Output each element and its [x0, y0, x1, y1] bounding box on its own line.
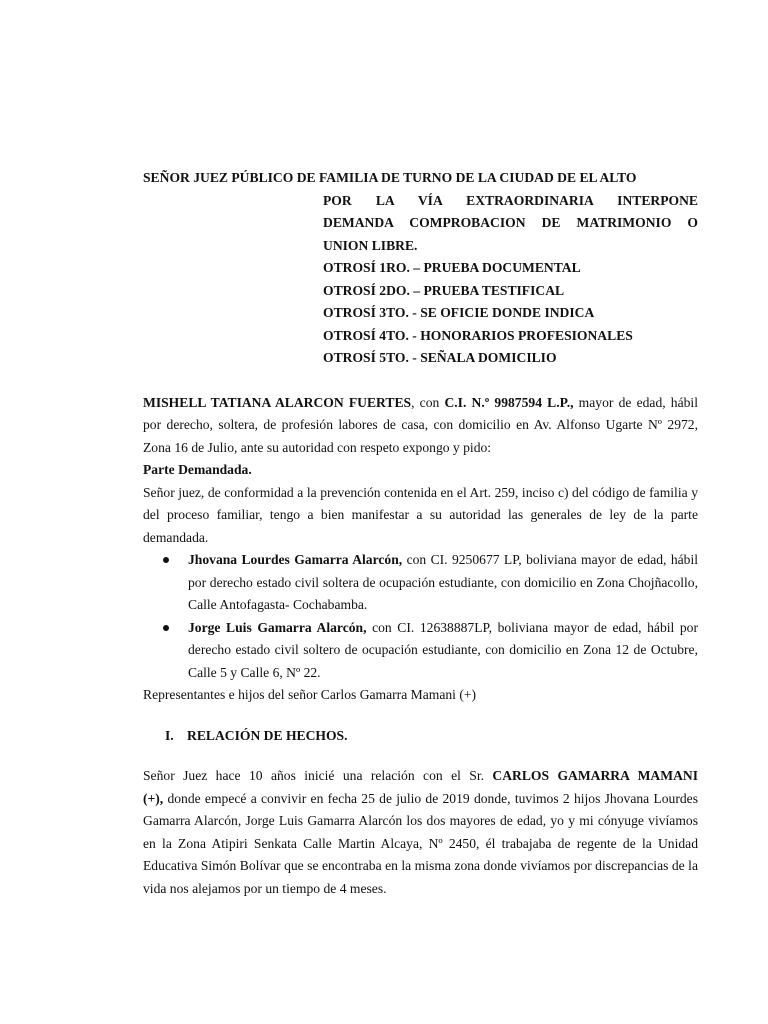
defendant-name: Jhovana Lourdes Gamarra Alarcón, [188, 552, 403, 567]
otrosi-1: OTROSÍ 1RO. – PRUEBA DOCUMENTAL [323, 260, 581, 275]
sumilla-line-2: DEMANDA COMPROBACION DE MATRIMONIO O [323, 215, 698, 230]
list-item [143, 549, 698, 617]
court-heading: SEÑOR JUEZ PÚBLICO DE FAMILIA DE TURNO DE LA CIUDAD DE EL ALTO [143, 170, 637, 185]
hechos-first-line [143, 765, 698, 788]
plaintiff-name: MISHELL TATIANA ALARCON FUERTES [143, 394, 412, 410]
intro-text-2: mayor de edad, hábil por derecho, soltera, de profesión labores de casa, con domicilio en Av. Alfonso Ugarte Nº 2972, Zona 16 de Julio, ante su autoridad con respeto expongo y pido: [143, 394, 698, 455]
defendant-details: con CI. 9250677 LP, boliviana mayor de edad, hábil por derecho estado civil soltera de ocupación estudiante, con domicilio en Zona Chojñacollo, Calle Antofagasta- Cochabamba. [188, 552, 699, 612]
otrosi-3: OTROSÍ 3TO. - SE OFICIE DONDE INDICA [323, 305, 595, 320]
bullet-icon [163, 557, 169, 563]
otrosi-5: OTROSÍ 5TO. - SEÑALA DOMICILIO [323, 350, 557, 365]
representantes-line: Representantes e hijos del señor Carlos Gamarra Mamani (+) [143, 687, 477, 702]
otrosi-2: OTROSÍ 2DO. – PRUEBA TESTIFICAL [323, 282, 565, 298]
spouse-name: CARLOS GAMARRA MAMANI [492, 768, 698, 783]
list-item [143, 617, 698, 685]
section-title: RELACIÓN DE HECHOS. [187, 727, 348, 743]
deceased-mark: (+), [143, 790, 164, 806]
hechos-text-start: Señor Juez hace 10 años inicié una relación con el Sr. [143, 768, 493, 783]
intro-text-1: , con [411, 394, 445, 410]
section-number: I. [165, 727, 174, 743]
intro-paragraph [143, 392, 698, 460]
hechos-paragraph [143, 788, 698, 901]
defendant-details: con CI. 12638887LP, boliviana mayor de edad, hábil por derecho estado civil soltero de ocupación estudiante, con domicilio en Zona 12 de Octubre, Calle 5 y Calle 6, Nº 22. [188, 619, 698, 680]
parte-demandada-text: Señor juez, de conformidad a la prevención contenida en el Art. 259, inciso c) del código de familia y del proceso familiar, tengo a bien manifestar a su autoridad las generales de ley de la parte demandada. [143, 484, 698, 545]
sumilla-line-3: UNION LIBRE. [323, 237, 418, 253]
document-content [143, 167, 698, 900]
bullet-icon [163, 625, 169, 631]
defendants-list [143, 549, 698, 684]
sumilla-block [323, 190, 698, 370]
otrosi-4: OTROSÍ 4TO. - HONORARIOS PROFESIONALES [323, 327, 633, 343]
defendant-name: Jorge Luis Gamarra Alarcón, [188, 619, 367, 635]
plaintiff-ci: C.I. N.º 9987594 L.P., [444, 394, 574, 410]
parte-demandada-title: Parte Demandada. [143, 462, 252, 477]
section-heading [143, 725, 698, 748]
sumilla-line-1: POR LA VÍA EXTRAORDINARIA INTERPONE [323, 192, 698, 208]
hechos-text-rest: donde empecé a convivir en fecha 25 de julio de 2019 donde, tuvimos 2 hijos Jhovana Lourdes Gamarra Alarcón, Jorge Luis Gamarra Alarcón los dos mayores de edad, yo y mi cónyuge vivíamos en la Zona Atipiri Senkata Calle Martin Alcaya, Nº 2450, él trabajaba de regente de la Unidad Educativa Simón Bolívar que se encontraba en la misma zona donde vivíamos por discrepancias de la vida nos alejamos por un tiempo de 4 meses. [143, 790, 698, 896]
